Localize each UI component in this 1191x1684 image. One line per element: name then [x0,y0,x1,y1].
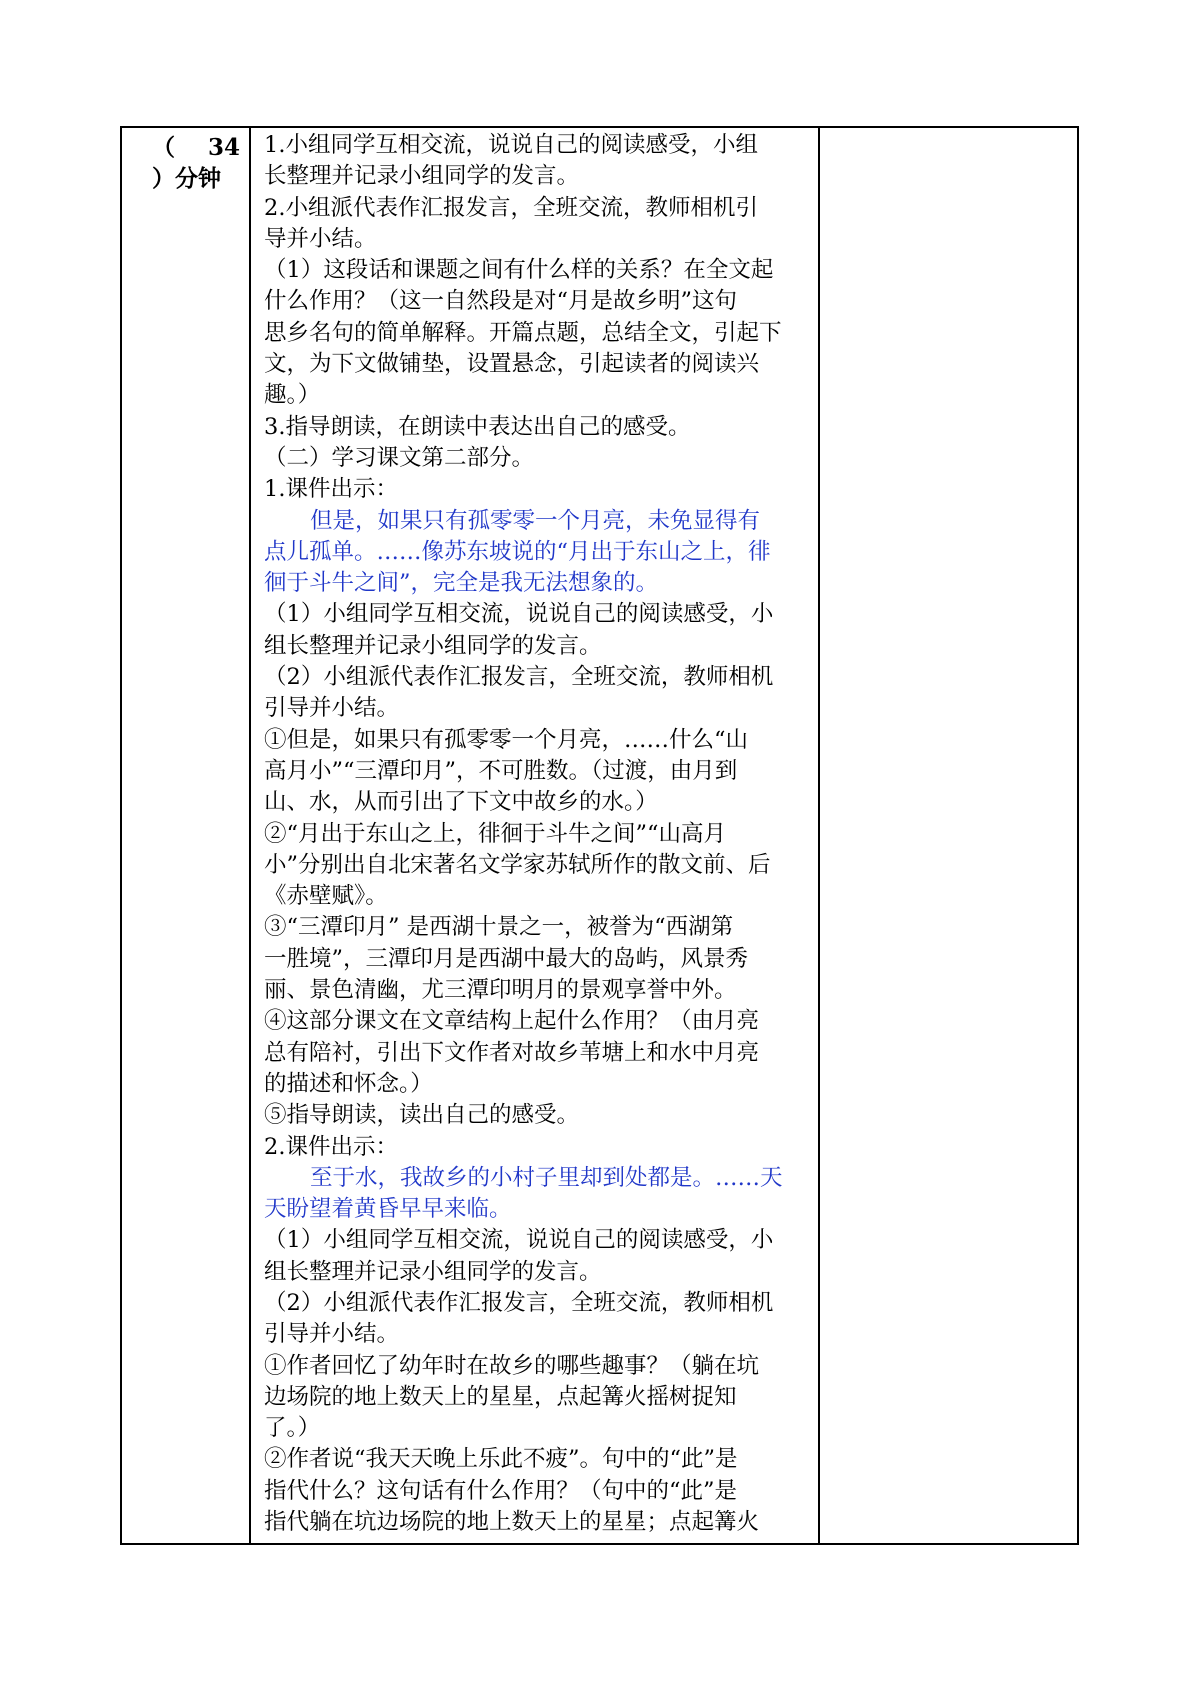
content-line: 长整理并记录小组同学的发言。 [264,163,580,190]
lesson-plan-table [120,126,1079,1545]
content-line: 丽、景色清幽，尤三潭印明月的景观享誉中外。 [264,977,737,1004]
content-line: （1）这段话和课题之间有什么样的关系？在全文起 [264,257,774,284]
content-line: 导并小结。 [264,225,377,252]
content-line: 小”分别出自北宋著名文学家苏轼所作的散文前、后 [264,851,771,878]
content-line: 趣。） [264,382,321,409]
content-line: ⑤指导朗读，读出自己的感受。 [264,1102,580,1129]
content-line: ③“三潭印月” 是西湖十景之一，被誉为“西湖第 [264,914,734,941]
column-divider [818,128,820,1543]
teaching-content-cell [264,130,816,1538]
content-line: （2）小组派代表作汇报发言，全班交流，教师相机 [264,664,774,691]
courseware-quote-line: 点儿孤单。……像苏东坡说的“月出于东山之上，徘 [264,538,771,565]
content-line: 2.小组派代表作汇报发言，全班交流，教师相机引 [264,194,758,221]
open-paren: （ [152,134,175,161]
content-line: 1.课件出示： [264,476,398,503]
content-line: （二）学习课文第二部分。 [264,444,535,471]
content-line: 的描述和怀念。） [264,1070,433,1097]
content-line: 了。） [264,1415,321,1442]
courseware-quote-line: 但是，如果只有孤零零一个月亮，未免显得有 [310,507,761,534]
content-line: 思乡名句的简单解释。开篇点题，总结全文，引起下 [264,319,782,346]
content-line: ①但是，如果只有孤零零一个月亮，……什么“山 [264,726,749,753]
content-line: 山、水，从而引出了下文中故乡的水。） [264,789,658,816]
content-line: 引导并小结。 [264,695,400,722]
content-line: ①作者回忆了幼年时在故乡的哪些趣事？（躺在坑 [264,1352,760,1379]
content-line: 组长整理并记录小组同学的发言。 [264,632,602,659]
content-line: 3.指导朗读，在朗读中表达出自己的感受。 [264,413,691,440]
content-line: 2.课件出示： [264,1133,398,1160]
content-line: 组长整理并记录小组同学的发言。 [264,1258,602,1285]
courseware-quote-line: 天盼望着黄昏早早来临。 [264,1196,512,1223]
content-line: 引导并小结。 [264,1321,400,1348]
content-line: 边场院的地上数天上的星星，点起篝火摇树捉知 [264,1383,737,1410]
content-line: 《赤壁赋》。 [264,883,388,910]
courseware-quote-line: 徊于斗牛之间”，完全是我无法想象的。 [264,570,659,597]
content-line: ②“月出于东山之上，徘徊于斗牛之间”“山高月 [264,820,727,847]
time-line [152,132,244,163]
minutes-value: 34 [207,134,240,161]
content-line: 什么作用？（这一自然段是对“月是故乡明”这句 [264,288,738,315]
content-line: ④这部分课文在文章结构上起什么作用？（由月亮 [264,1008,760,1035]
content-line: ②作者说“我天天晚上乐此不疲”。句中的“此”是 [264,1446,738,1473]
minutes-unit: ）分钟 [152,165,221,192]
content-line: 一胜境”，三潭印月是西湖中最大的岛屿，风景秀 [264,945,749,972]
content-line: 1.小组同学互相交流，说说自己的阅读感受，小组 [264,132,758,158]
content-line: 指代什么？这句话有什么作用？（句中的“此”是 [264,1477,738,1504]
content-line: （2）小组派代表作汇报发言，全班交流，教师相机 [264,1289,774,1316]
content-line: 高月小”“三潭印月”，不可胜数。（过渡，由月到 [264,757,738,784]
column-divider [249,128,251,1543]
content-line: 总有陪衬，引出下文作者对故乡苇塘上和水中月亮 [264,1039,760,1066]
content-line: （1）小组同学互相交流，说说自己的阅读感受，小 [264,601,774,628]
content-line: 指代躺在坑边场院的地上数天上的星星；点起篝火 [264,1509,760,1536]
time-cell [152,132,244,194]
content-line: 文，为下文做铺垫，设置悬念，引起读者的阅读兴 [264,351,760,378]
content-line: （1）小组同学互相交流，说说自己的阅读感受，小 [264,1227,774,1254]
courseware-quote-line: 至于水，我故乡的小村子里却到处都是。……天 [310,1164,783,1191]
